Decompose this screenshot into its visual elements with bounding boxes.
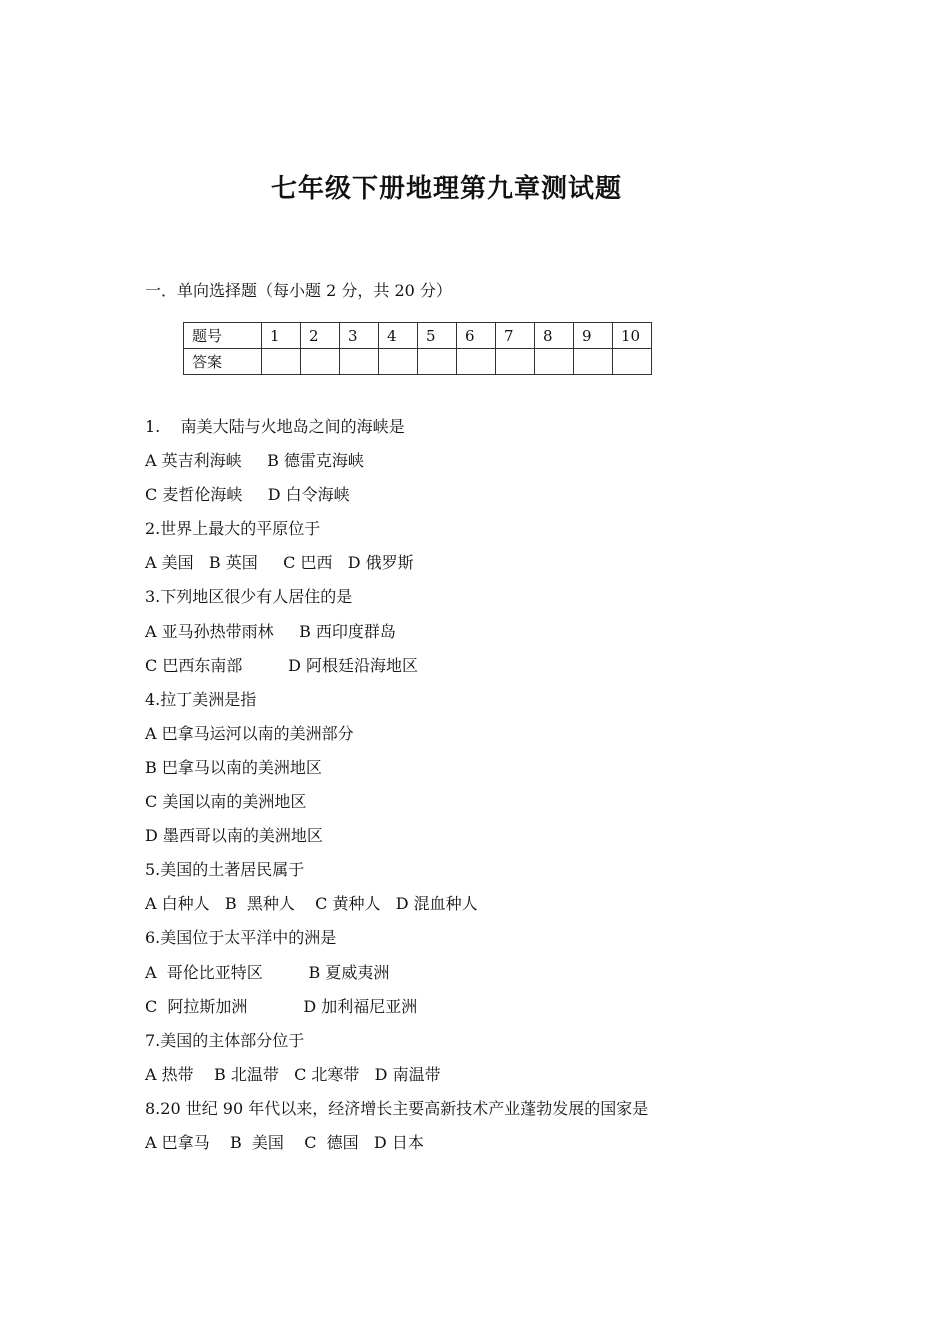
answer-cell[interactable] — [613, 349, 652, 375]
question-number-cell: 9 — [574, 323, 613, 349]
question-line: 7.美国的主体部分位于 — [145, 1030, 305, 1050]
answer-table — [183, 322, 652, 375]
question-number-cell: 8 — [535, 323, 574, 349]
question-line: 4.拉丁美洲是指 — [145, 689, 257, 709]
question-line: 6.美国位于太平洋中的洲是 — [145, 928, 337, 948]
answer-cell[interactable] — [457, 349, 496, 375]
option-line: A 英吉利海峡 B 德雷克海峡 — [145, 451, 364, 471]
question-number-cell: 10 — [613, 323, 652, 349]
question-line: 2.世界上最大的平原位于 — [145, 519, 321, 539]
question-list — [145, 410, 648, 1160]
option-line: A 亚马孙热带雨林 B 西印度群岛 — [145, 621, 396, 641]
question-number-cell: 2 — [301, 323, 340, 349]
option-line: A 白种人 B 黑种人 C 黄种人 D 混血种人 — [145, 894, 478, 914]
answer-cell[interactable] — [418, 349, 457, 375]
question-number-cell: 6 — [457, 323, 496, 349]
question-number-cell: 7 — [496, 323, 535, 349]
question-line: 1. 南美大陆与火地岛之间的海峡是 — [145, 417, 405, 436]
option-line: A 热带 B 北温带 C 北寒带 D 南温带 — [145, 1064, 441, 1084]
question-number-cell: 4 — [379, 323, 418, 349]
table-row-answers — [184, 349, 652, 375]
answer-cell[interactable] — [301, 349, 340, 375]
question-line: 5.美国的土著居民属于 — [145, 860, 305, 880]
answer-cell[interactable] — [340, 349, 379, 375]
question-number-cell: 1 — [262, 323, 301, 349]
question-line: 8.20 世纪 90 年代以来，经济增长主要高新技术产业蓬勃发展的国家是 — [145, 1098, 649, 1118]
option-line: C 麦哲伦海峡 D 白令海峡 — [145, 485, 350, 505]
question-line: 3.下列地区很少有人居住的是 — [145, 587, 353, 607]
answer-cell[interactable] — [262, 349, 301, 375]
option-line: C 阿拉斯加洲 D 加利福尼亚洲 — [145, 996, 418, 1016]
option-line: C 美国以南的美洲地区 — [145, 792, 307, 812]
option-line: A 巴拿马运河以南的美洲部分 — [145, 723, 354, 743]
question-number-cell: 3 — [340, 323, 379, 349]
answer-cell[interactable] — [496, 349, 535, 375]
option-line: B 巴拿马以南的美洲地区 — [145, 757, 322, 777]
page-title: 七年级下册地理第九章测试题 — [270, 174, 622, 204]
question-number-cell: 5 — [418, 323, 457, 349]
answer-cell[interactable] — [535, 349, 574, 375]
section-heading: 一．单向选择题（每小题 2 分，共 20 分） — [145, 281, 452, 300]
table-row-numbers — [184, 323, 652, 349]
answer-cell[interactable] — [379, 349, 418, 375]
option-line: A 美国 B 英国 C 巴西 D 俄罗斯 — [145, 553, 414, 573]
table-header-cell: 答案 — [184, 349, 262, 375]
answer-cell[interactable] — [574, 349, 613, 375]
option-line: A 巴拿马 B 美国 C 德国 D 日本 — [145, 1132, 424, 1152]
option-line: C 巴西东南部 D 阿根廷沿海地区 — [145, 655, 419, 675]
option-line: A 哥伦比亚特区 B 夏威夷洲 — [145, 962, 390, 982]
option-line: D 墨西哥以南的美洲地区 — [145, 826, 323, 846]
table-header-cell: 题号 — [184, 323, 262, 349]
